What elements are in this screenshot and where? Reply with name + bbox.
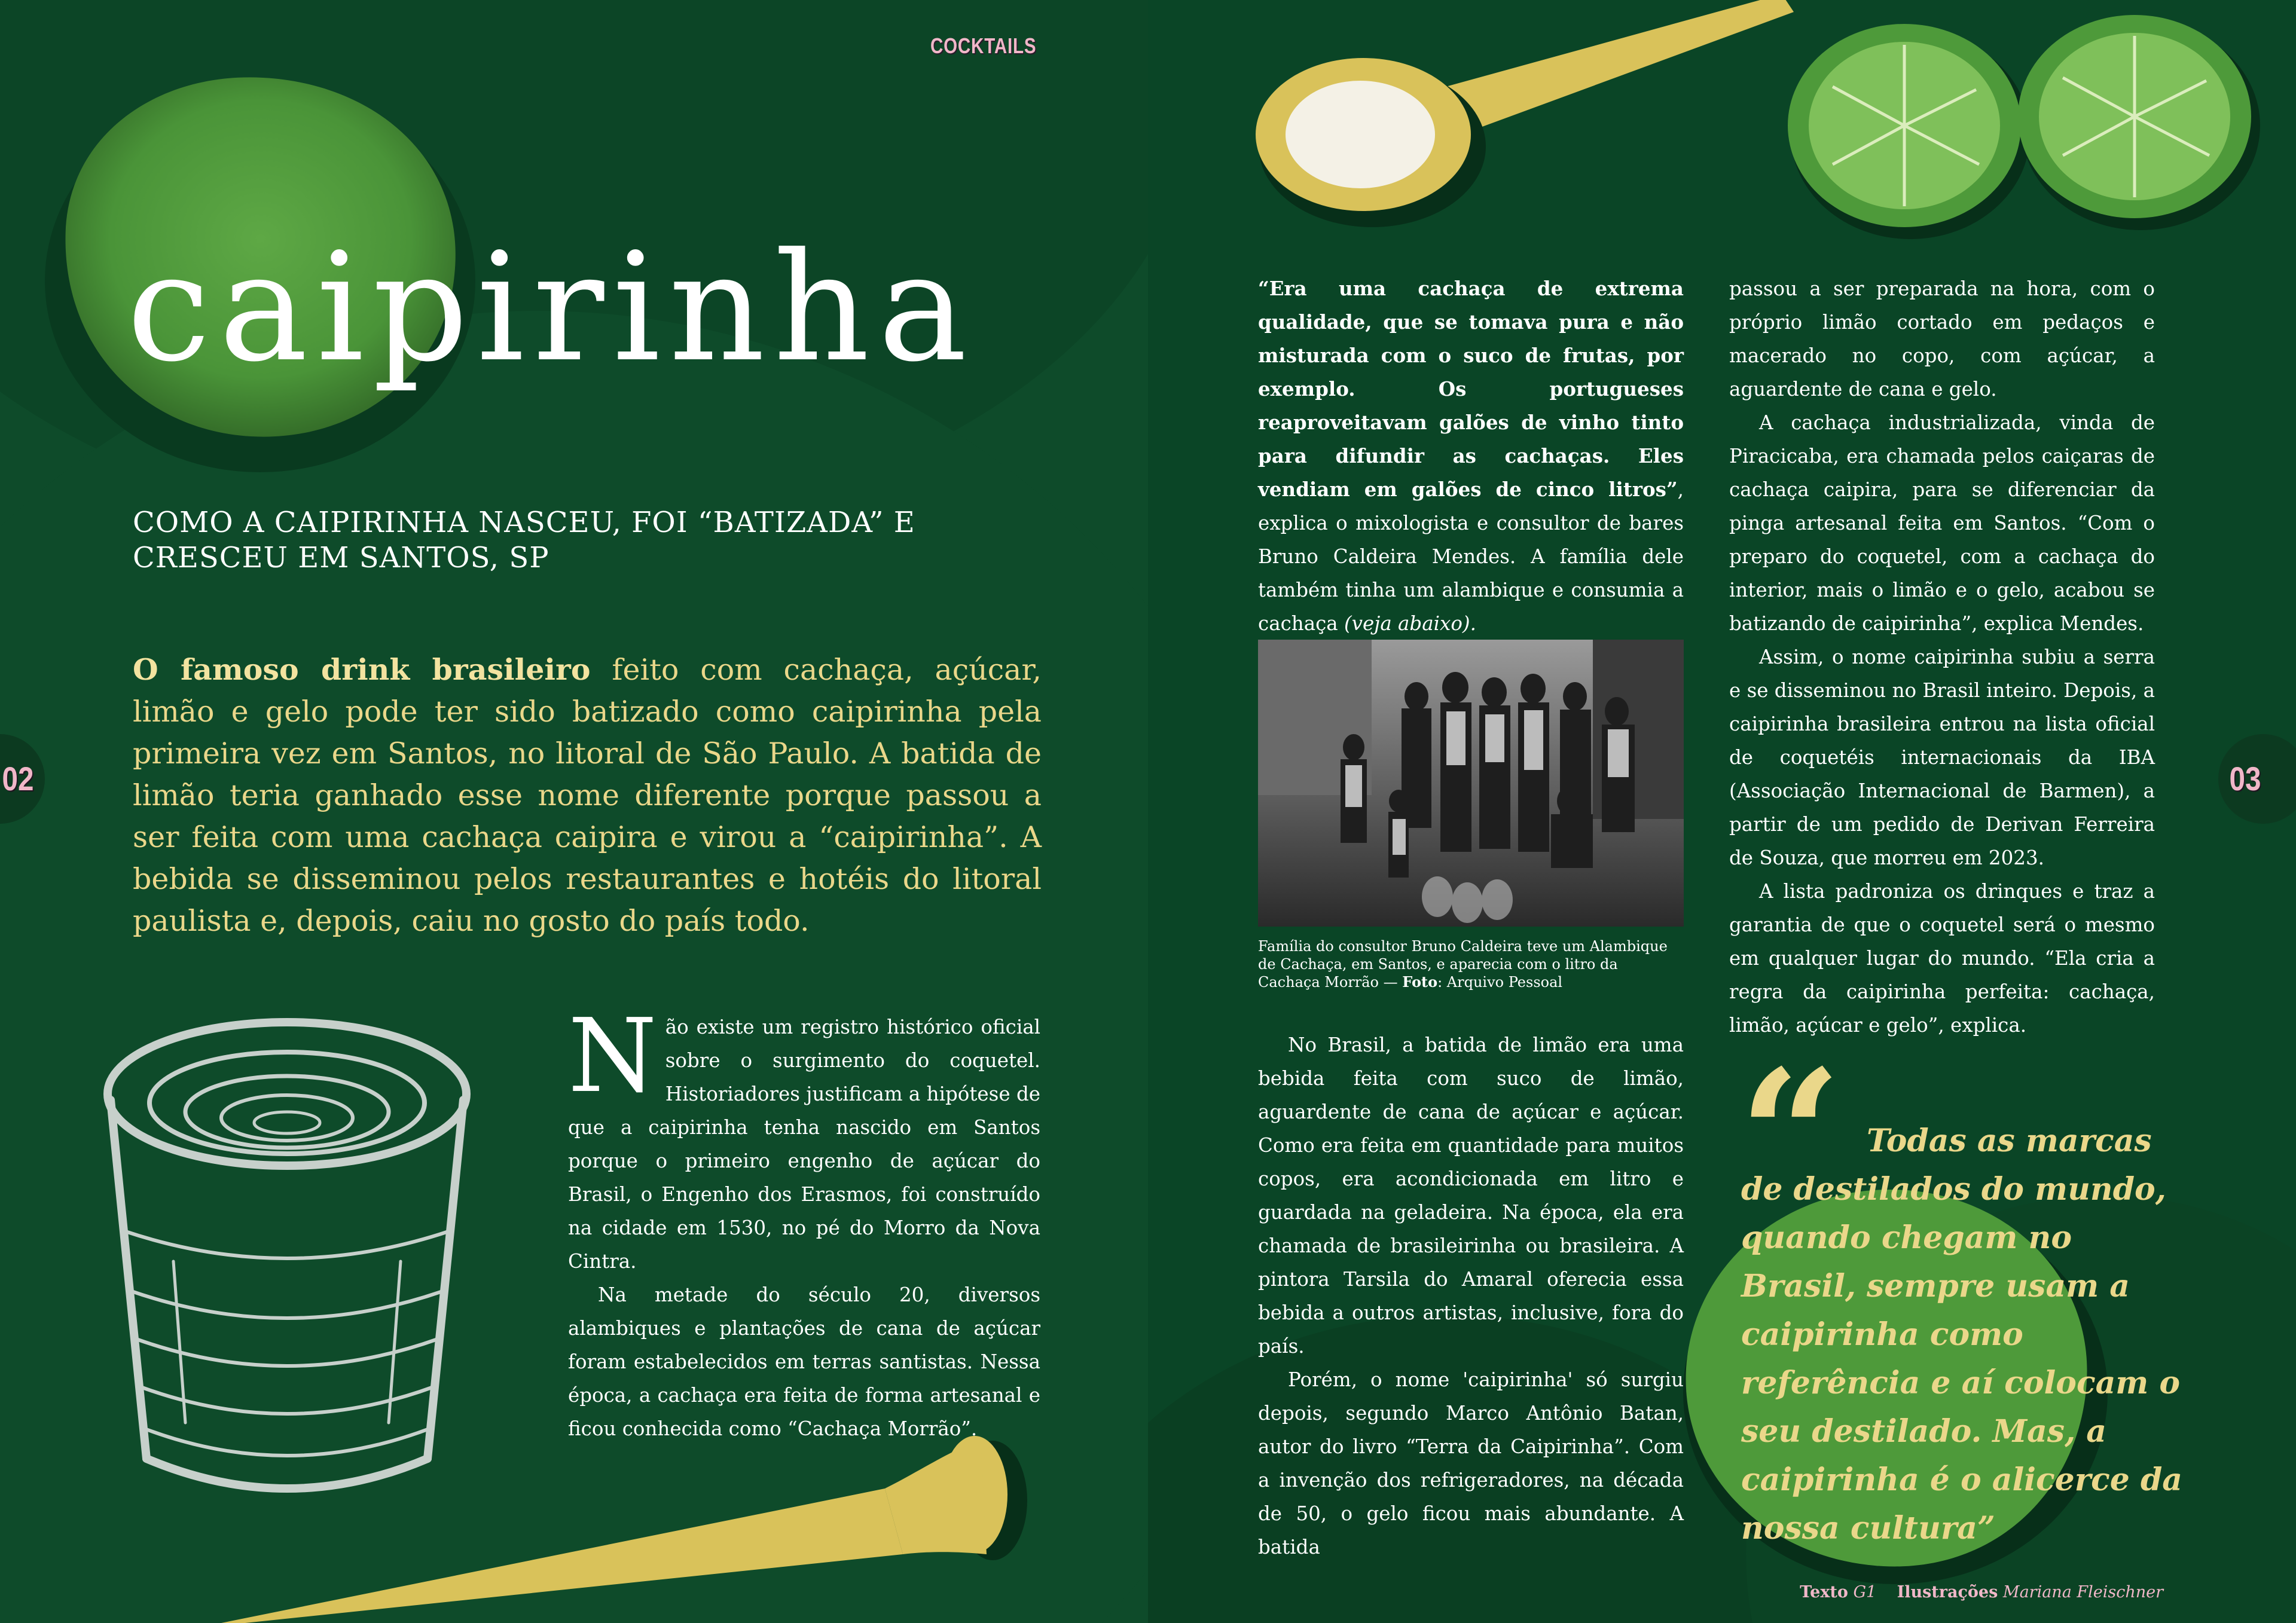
caption-text: Família do consultor Bruno Caldeira teve um Alambique de Cachaça, em Santos, e aparecia com o litro da Cachaça Morrão — xyxy=(1258,938,1668,991)
article-title: caipirinha xyxy=(127,221,976,395)
paragraph: Assim, o nome caipirinha subiu a serra e se disseminou no Brasil inteiro. Depois, a caipirinha brasileira entrou na lista oficial de coquetéis internacionais da IBA (Associação Internacional de Barmen), a partir de um pedido de Derivan Ferreira de Souza, que morreu em 2023. xyxy=(1729,646,2155,869)
paragraph: A cachaça industrializada, vinda de Piracicaba, era chamada pelos caiçaras de cachaça caipira, para se diferenciar da pinga artesanal feita em Santos. “Com o preparo do coquetel, com a cachaça do interior, mais o limão e o gelo, acabou se batizando de caipirinha”, explica Mendes. xyxy=(1729,411,2155,635)
paragraph: passou a ser preparada na hora, com o próprio limão cortado em pedaços e macerado no copo, com açúcar, a aguardente de cana e gelo. xyxy=(1729,277,2155,401)
credits-illustration-label: Ilustrações xyxy=(1897,1583,1998,1601)
body-column-left xyxy=(568,997,1040,1445)
quote-bold: “Era uma cachaça de extrema qualidade, que se tomava pura e não misturada com o suco de frutas, por exemplo. Os portugueses reaproveitavam galões de vinho tinto para difundir as cachaças. Eles vendiam em galões de cinco litros” xyxy=(1258,277,1684,501)
page-number-right xyxy=(2218,734,2296,824)
body-column-right xyxy=(1729,272,2155,1042)
article-lead xyxy=(133,649,1042,942)
credits-text-value: G1 xyxy=(1853,1583,1877,1601)
page-number-right-label: 03 xyxy=(2229,760,2261,797)
credits-text-label: Texto xyxy=(1800,1583,1848,1601)
paragraph: A lista padroniza os drinques e traz a garantia de que o coquetel será o mesmo em qualquer lugar do mundo. “Ela cria a regra da caipirinha perfeita: cachaça, limão, açúcar e gelo”, explica. xyxy=(1729,880,2155,1037)
paragraph: No Brasil, a batida de limão era uma bebida feita com suco de limão, aguardente de cana de açúcar e açúcar. Como era feita em quantidade para muitos copos, era acondicionada em litro e guardada na geladeira. Na época, ela era chamada de brasileirinha ou brasileira. A pintora Tarsila do Amaral oferecia essa bebida a outros artistas, inclusive, fora do país. xyxy=(1258,1034,1684,1358)
body-column-middle-lower xyxy=(1258,1028,1684,1564)
lead-text: feito com cachaça, açúcar, limão e gelo pode ter sido batizado como caipirinha pela primeira vez em Santos, no litoral de São Paulo. A batida de limão teria ganhado esse nome diferente porque passou a ser feita com uma cachaça caipira e virou a “caipirinha”. A bebida se disseminou pelos restaurantes e hotéis do litoral paulista e, depois, caiu no gosto do país todo. xyxy=(133,653,1042,938)
caption-credit-label: Foto xyxy=(1402,973,1438,991)
muddler-illustration xyxy=(197,1423,1034,1623)
quote-rest: , explica o mixologista e consultor de bares Bruno Caldeira Mendes. A família dele também tinha um alambique e consumia a cachaça xyxy=(1258,478,1684,635)
paragraph xyxy=(1258,272,1684,640)
section-label: COCKTAILS xyxy=(930,33,1037,58)
body-column-middle xyxy=(1258,272,1684,640)
credits-illustration-value: Mariana Fleischner xyxy=(2002,1583,2163,1601)
paragraph: Porém, o nome 'caipirinha' só surgiu depois, segundo Marco Antônio Batan, autor do livro “Terra da Caipirinha”. Com a invenção dos refrigeradores, na década de 50, o gelo ficou mais abundante. A batida xyxy=(1258,1368,1684,1558)
paragraph-text: ão existe um registro histórico oficial sobre o surgimento do coquetel. Historiadores justificam a hipótese de que a caipirinha tenha nascido em Santos porque o primeiro engenho de açúcar do Brasil, o Engenho dos Erasmos, foi construído na cidade em 1530, no pé do Morro da Nova Cintra. xyxy=(568,1016,1040,1273)
lead-bold: O famoso drink brasileiro xyxy=(133,652,591,687)
pull-quote: Todas as marcas de destilados do mundo, quando chegam no Brasil, sempre usam a caipirinha como referência e aí colocam o seu destilado. Mas, a caipirinha é o alicerce da nossa cultura” xyxy=(1741,1123,2183,1546)
quote-italic: (veja abaixo). xyxy=(1344,612,1476,635)
credits xyxy=(1800,1583,2163,1601)
page-number-left-label: 02 xyxy=(2,760,34,797)
photo-caption xyxy=(1258,937,1684,991)
article-subtitle: COMO A CAIPIRINHA NASCEU, FOI “BATIZADA” E CRESCEU EM SANTOS, SP xyxy=(133,506,915,574)
paragraph: Na metade do século 20, diversos alambiques e plantações de cana de açúcar foram estabelecidos em terras santistas. Nessa época, a cachaça era feita de forma artesanal e ficou conhecida como “Cachaça Morrão”. xyxy=(568,1283,1040,1440)
paragraph xyxy=(568,997,1040,1278)
drop-cap: N xyxy=(568,997,657,1115)
quote-mark-icon: “ xyxy=(1739,1030,1842,1241)
lime-halves-illustration xyxy=(1782,6,2284,245)
photo-image xyxy=(1258,640,1684,927)
family-photo xyxy=(1258,640,1684,927)
spoon-illustration xyxy=(1256,0,1794,239)
caption-credit-value: : Arquivo Pessoal xyxy=(1437,974,1563,991)
